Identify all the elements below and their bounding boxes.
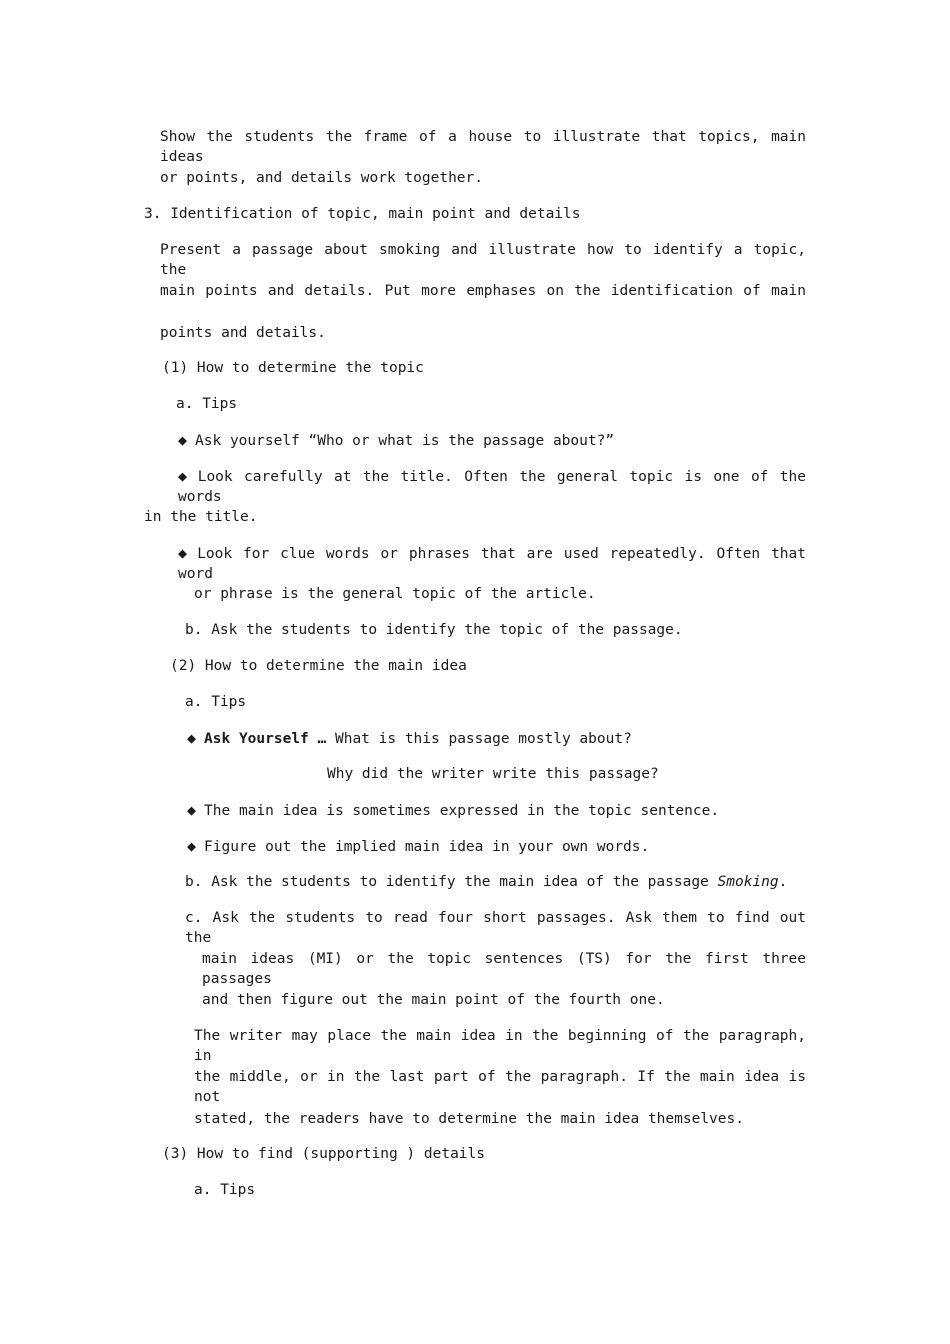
main-idea-note-line-1: The writer may place the main idea in the beginning of the paragraph, in (194, 1028, 806, 1064)
section-3-para-line-2: main points and details. Put more emphases on the identification of main (160, 283, 806, 299)
topic-heading: (1) How to determine the topic (162, 360, 424, 376)
diamond-bullet-icon: ◆ (187, 729, 197, 747)
main-idea-item-b (185, 872, 787, 892)
main-idea-note-line-3: stated, the readers have to determine the main idea themselves. (194, 1111, 744, 1127)
main-idea-item-c-line-1: c. Ask the students to read four short passages. Ask them to find out the (185, 910, 806, 946)
intro-line-1: Show the students the frame of a house to illustrate that topics, main ideas (160, 129, 806, 165)
diamond-bullet-icon: ◆ (178, 544, 190, 562)
details-tips-label: a. Tips (194, 1182, 256, 1198)
intro-line-2: or points, and details work together. (160, 170, 484, 186)
main-idea-item-b-text: b. Ask the students to identify the main idea of the passage (185, 874, 718, 890)
main-idea-tip-2-text: The main idea is sometimes expressed in the topic sentence. (204, 803, 720, 819)
diamond-bullet-icon: ◆ (187, 801, 197, 819)
topic-tip-3-line-2: or phrase is the general topic of the article. (194, 586, 596, 602)
main-idea-question-2: Why did the writer write this passage? (327, 766, 659, 782)
main-idea-tip-2 (187, 800, 719, 821)
topic-tip-1 (178, 430, 614, 451)
main-idea-tips-label: a. Tips (185, 694, 247, 710)
section-3-para-line-1: Present a passage about smoking and illustrate how to identify a topic, the (160, 242, 806, 278)
passage-title-smoking: Smoking (717, 874, 779, 890)
diamond-bullet-icon: ◆ (187, 837, 197, 855)
topic-tip-3-text: Look for clue words or phrases that are used repeatedly. Often that word (178, 546, 806, 582)
diamond-bullet-icon: ◆ (178, 467, 190, 485)
topic-tips-label: a. Tips (176, 396, 238, 412)
topic-tip-2-line-1 (178, 466, 806, 507)
main-idea-tip-3-text: Figure out the implied main idea in your own words. (204, 839, 650, 855)
main-idea-tip-1 (187, 728, 632, 749)
main-idea-tip-3 (187, 836, 649, 857)
topic-tip-1-text: Ask yourself “Who or what is the passage about?” (195, 433, 615, 449)
topic-tip-3-line-1 (178, 543, 806, 584)
ask-yourself-label: Ask Yourself … (204, 731, 327, 747)
main-idea-question-1: What is this passage mostly about? (334, 731, 632, 747)
main-idea-item-c-line-2: main ideas (MI) or the topic sentences (TS) for the first three passages (202, 951, 806, 987)
details-heading: (3) How to find (supporting ) details (162, 1146, 486, 1162)
topic-tip-2-text: Look carefully at the title. Often the general topic is one of the words (178, 469, 807, 505)
topic-tip-2-line-2: in the title. (144, 509, 258, 525)
section-3-para-line-3: points and details. (160, 325, 326, 341)
section-3-heading: 3. Identification of topic, main point and details (144, 206, 581, 222)
main-idea-item-b-period: . (778, 874, 788, 890)
topic-item-b: b. Ask the students to identify the topic of the passage. (185, 622, 683, 638)
main-idea-note-line-2: the middle, or in the last part of the paragraph. If the main idea is not (194, 1069, 806, 1105)
main-idea-heading: (2) How to determine the main idea (170, 658, 467, 674)
main-idea-item-c-line-3: and then figure out the main point of the fourth one. (202, 992, 665, 1008)
diamond-bullet-icon: ◆ (178, 431, 188, 449)
